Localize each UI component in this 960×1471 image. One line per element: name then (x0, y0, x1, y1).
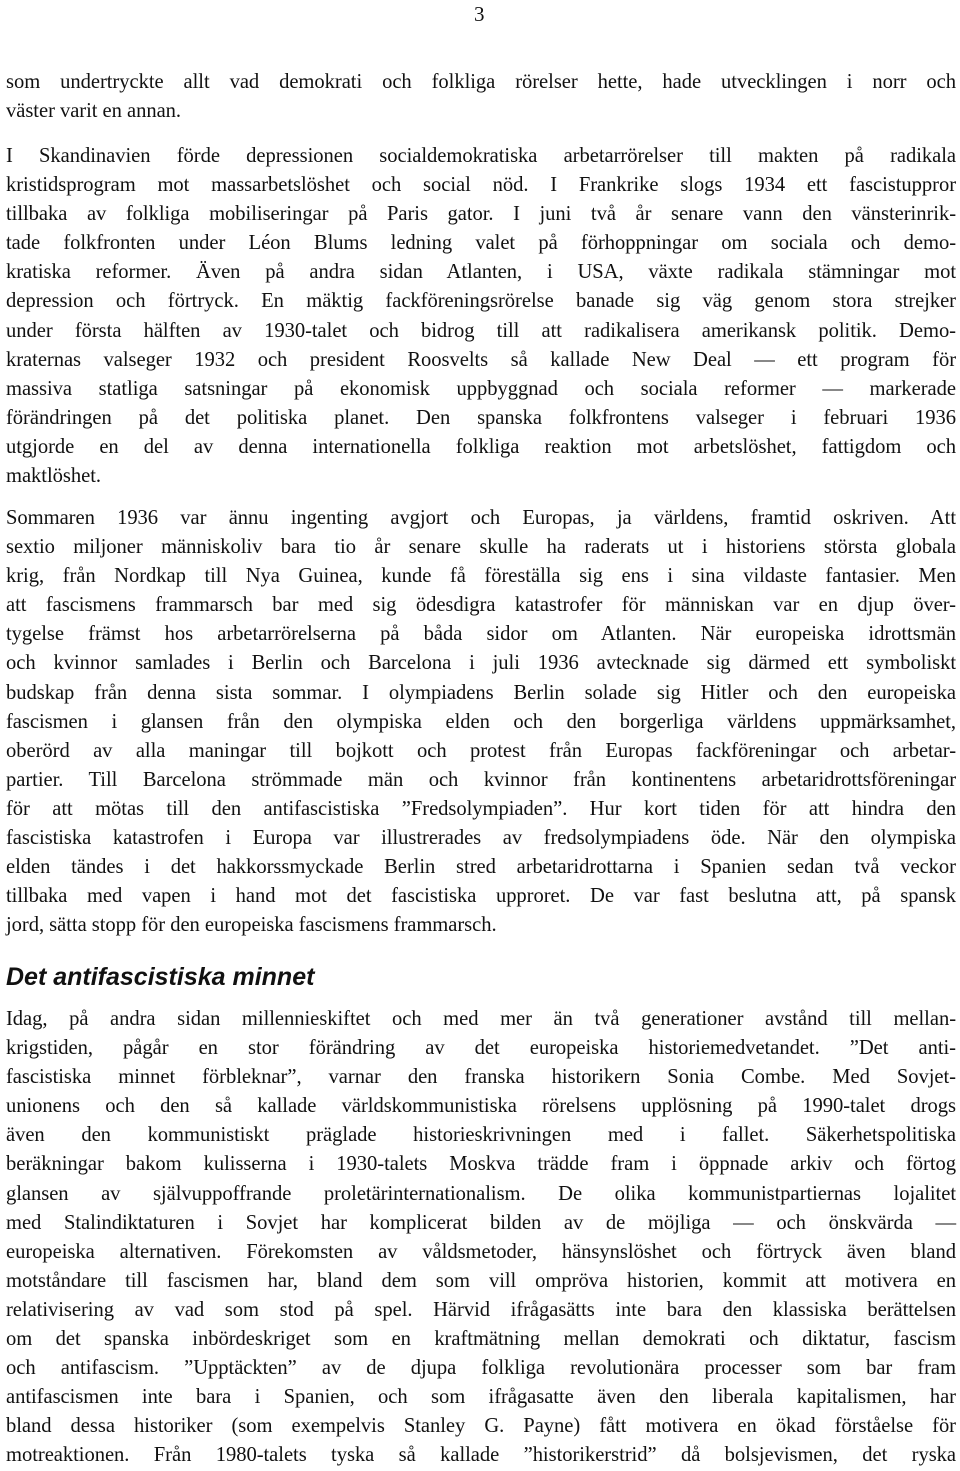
text-line: sextio miljoner människoliv bara tio år senare skulle ha raderats ut i historiens största globala (6, 536, 956, 559)
text-line: Sommaren 1936 var ännu ingenting avgjort och Europas, ja världens, framtid oskriven. Att (6, 507, 956, 529)
text-line: utgjorde en del av denna internationella folkliga reaktion mot arbetslöshet, fattigdom och (6, 435, 956, 458)
page-number: 3 (474, 2, 485, 26)
text-line: väster varit en annan. (6, 100, 182, 123)
text-line: glansen av självuppoffrande proletärinternationalism. De olika kommunistpartiernas lojalitet (6, 1182, 956, 1205)
text-line: partier. Till Barcelona strömmade män och kvinnor från kontinentens arbetaridrottsföreningar (6, 768, 956, 791)
text-line: kratiska reformer. Även på andra sidan Atlanten, i USA, växte radikala stämningar mot (6, 261, 956, 284)
text-line: europeiska alternativen. Förekomsten av våldsmetoder, hänsynslöshet och förtryck även bland (6, 1240, 956, 1263)
text-line: tygelse främst hos arbetarrörelserna på båda sidor om Atlanten. När europeiska idrottsmän (6, 623, 956, 646)
text-line: även den kommunistiskt präglade historieskrivningen med i fallet. Säkerhetspolitiska (6, 1124, 956, 1147)
text-line: I Skandinavien förde depressionen socialdemokratiska arbetarrörelser till makten på radikala (6, 145, 956, 167)
text-line: beräkningar bakom kulisserna i 1930-talets Moskva trädde fram i öppnade arkiv och förtog (6, 1153, 956, 1176)
text-line: jord, sätta stopp för den europeiska fascismens frammarsch. (6, 914, 497, 937)
text-line: relativisering av vad som stod på spel. Härvid ifrågasätts inte bara den klassiska berättelsen (6, 1298, 956, 1321)
text-line: om det spanska inbördeskriget som en kraftmätning mellan demokrati och diktatur, fascism (6, 1328, 956, 1351)
text-line: maktlöshet. (6, 465, 101, 488)
text-line: motreaktionen. Från 1980-talets tyska så kallade ”historikerstrid” då bolsjevismen, det ryska (6, 1444, 956, 1467)
text-line: för att mötas till den antifascistiska ”Fredsolympiaden”. Hur kort tiden för att hindra den (6, 797, 956, 820)
text-line: motståndare till fascismen har, bland dem som vill ompröva historien, kommit att motivera en (6, 1269, 956, 1292)
text-line: massiva statliga satsningar på ekonomisk uppbyggnad och sociala reformer — markerade (6, 377, 956, 400)
paragraph (6, 1005, 956, 1471)
text-line: och antifascism. ”Upptäckten” av de djupa folkliga revolutionära processer som bar fram (6, 1357, 956, 1380)
text-line: under första hälften av 1930-talet och bidrog till att radikalisera amerikansk politik. Demo- (6, 319, 956, 342)
text-line: Idag, på andra sidan millennieskiftet och med mer än två generationer avstånd till mellan- (6, 1008, 956, 1030)
paragraph (6, 68, 956, 126)
text-line: unionens och den så kallade världskommunistiska rörelsens upplösning på 1990-talet drogs (6, 1095, 956, 1118)
paragraph (6, 504, 956, 940)
text-line: kristidsprogram mot massarbetslöshet och social nöd. I Frankrike slogs 1934 ett fascistuppror (6, 174, 956, 197)
text-line: budskap från denna sista sommar. I olympiadens Berlin solade sig Hitler och den europeiska (6, 681, 956, 704)
text-line: depression och förtryck. En mäktig fackföreningsrörelse banade sig väg genom stora strejker (6, 290, 956, 313)
text-line: fascismen i glansen från den olympiska elden och den borgerliga världens uppmärksamhet, (6, 710, 956, 733)
section-heading: Det antifascistiska minnet (6, 963, 315, 991)
text-line: oberörd av alla maningar till bojkott och protest från Europas fackföreningar och arbetar- (6, 739, 956, 762)
text-line: tade folkfronten under Léon Blums ledning valet på förhoppningar om sociala och demo- (6, 232, 956, 255)
text-line: kraternas valseger 1932 och president Roosvelts så kallade New Deal — ett program för (6, 348, 956, 371)
text-line: tillbaka med vapen i hand mot det fascistiska upproret. De var fast beslutna att, på spansk (6, 885, 956, 908)
text-line: och kvinnor samlades i Berlin och Barcelona i juli 1936 avtecknade sig därmed ett symboliskt (6, 652, 956, 675)
text-line: krigstiden, pågår en stor förändring av det europeiska historiemedvetandet. ”Det anti- (6, 1037, 956, 1060)
text-line: att fascismens frammarsch bar med sig ödesdigra katastrofer för människan var en djup över- (6, 594, 956, 617)
text-line: med Stalindiktaturen i Sovjet har komplicerat bilden av de möjliga — och önskvärda — (6, 1211, 956, 1234)
text-line: bland dessa historiker (som exempelvis Stanley G. Payne) fått motivera en ökad förståelse för (6, 1415, 956, 1438)
text-line: antifascismen inte bara i Spanien, och som ifrågasatte även den liberala kapitalismen, har (6, 1386, 956, 1409)
text-line: förändringen på det politiska planet. Den spanska folkfrontens valseger i februari 1936 (6, 406, 956, 429)
text-line: krig, från Nordkap till Nya Guinea, kunde få föreställa sig ens i sina vildaste fantasier. Men (6, 565, 956, 588)
text-line: som undertryckte allt vad demokrati och folkliga rörelser hette, hade utvecklingen i norr och (6, 71, 956, 93)
text-line: tillbaka av folkliga mobiliseringar på Paris gator. I juni två år senare vann den vänsterinrik- (6, 203, 956, 226)
paragraph (6, 142, 956, 491)
text-line: fascistiska minnet förbleknar”, varnar den franska historikern Sonia Combe. Med Sovjet- (6, 1066, 956, 1089)
text-line: fascistiska katastrofen i Europa var illustrerades av fredsolympiadens öde. När den olympiska (6, 827, 956, 850)
text-line: elden tändes i det hakkorssmyckade Berlin stred arbetaridrottarna i Spanien sedan två veckor (6, 856, 956, 879)
